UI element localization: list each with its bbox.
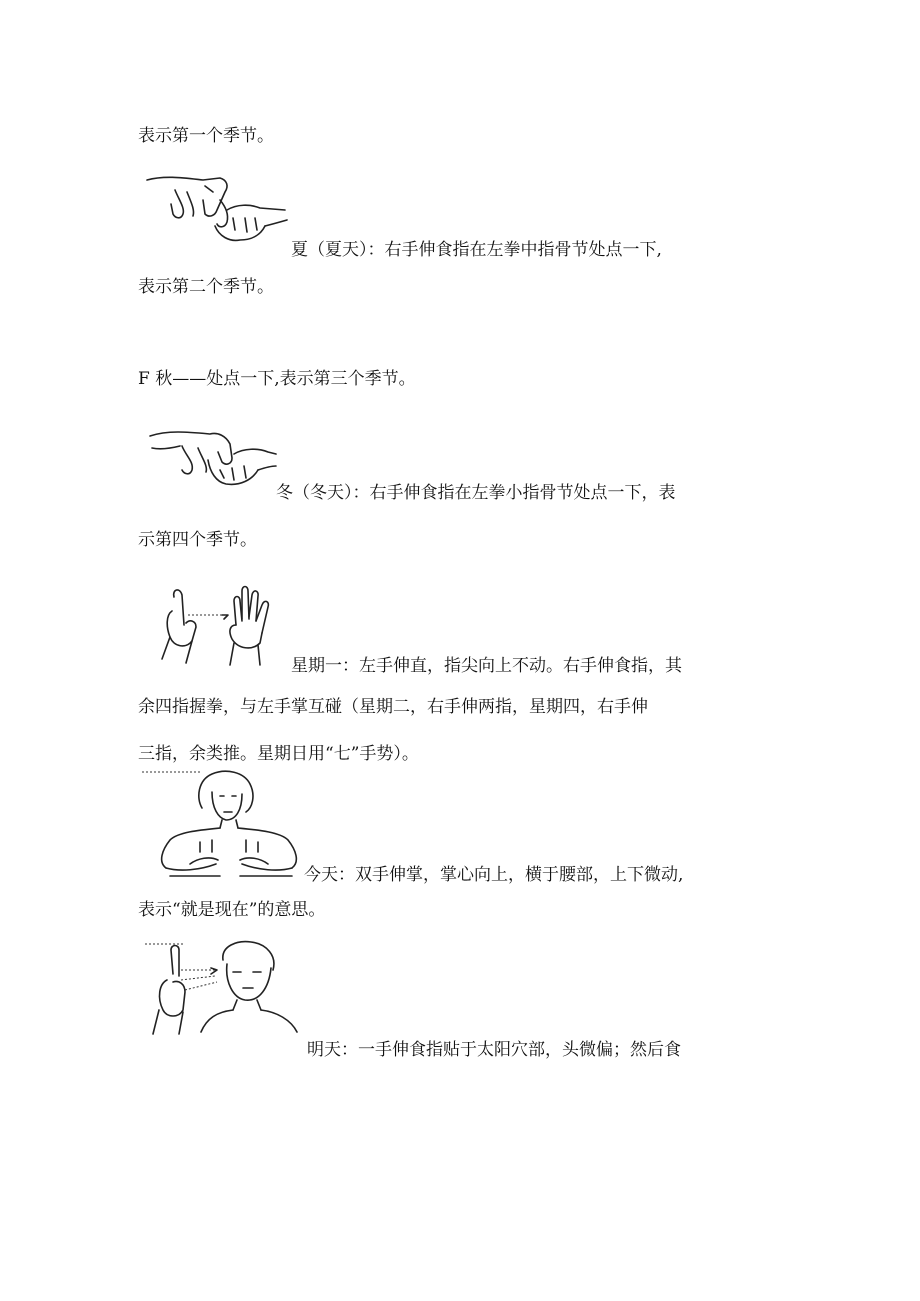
text-line-summer: 夏（夏天）：右手伸食指在左拳中指骨节处点一下, bbox=[291, 240, 662, 260]
winter-sign-illustration bbox=[148, 422, 278, 492]
text-line-today: 今天：双手伸掌，掌心向上，横于腰部，上下微动, bbox=[304, 865, 684, 885]
text-line-autumn: F 秋——处点一下,表示第三个季节。 bbox=[138, 369, 416, 389]
text-line-monday: 星期一：左手伸直，指尖向上不动。右手伸食指，其 bbox=[291, 656, 682, 676]
text-line-winter-cont: 示第四个季节。 bbox=[138, 530, 257, 550]
monday-sign-illustration bbox=[152, 585, 272, 667]
today-sign-illustration bbox=[140, 768, 310, 880]
text-line-today-cont: 表示“就是现在”的意思。 bbox=[138, 900, 326, 920]
text-line-spring: 表示第一个季节。 bbox=[138, 126, 274, 146]
text-line-monday-cont2: 三指，余类推。星期日用“七”手势）。 bbox=[138, 744, 419, 764]
text-line-monday-cont1: 余四指握拳，与左手掌互碰（星期二，右手伸两指，星期四，右手伸 bbox=[138, 697, 648, 717]
summer-sign-illustration bbox=[145, 170, 290, 250]
text-line-summer-cont: 表示第二个季节。 bbox=[138, 277, 274, 297]
text-line-tomorrow: 明天：一手伸食指贴于太阳穴部，头微偏；然后食 bbox=[307, 1040, 681, 1060]
text-line-winter: 冬（冬天）：右手伸食指在左拳小指骨节处点一下，表 bbox=[276, 483, 676, 503]
tomorrow-sign-illustration bbox=[145, 940, 305, 1038]
